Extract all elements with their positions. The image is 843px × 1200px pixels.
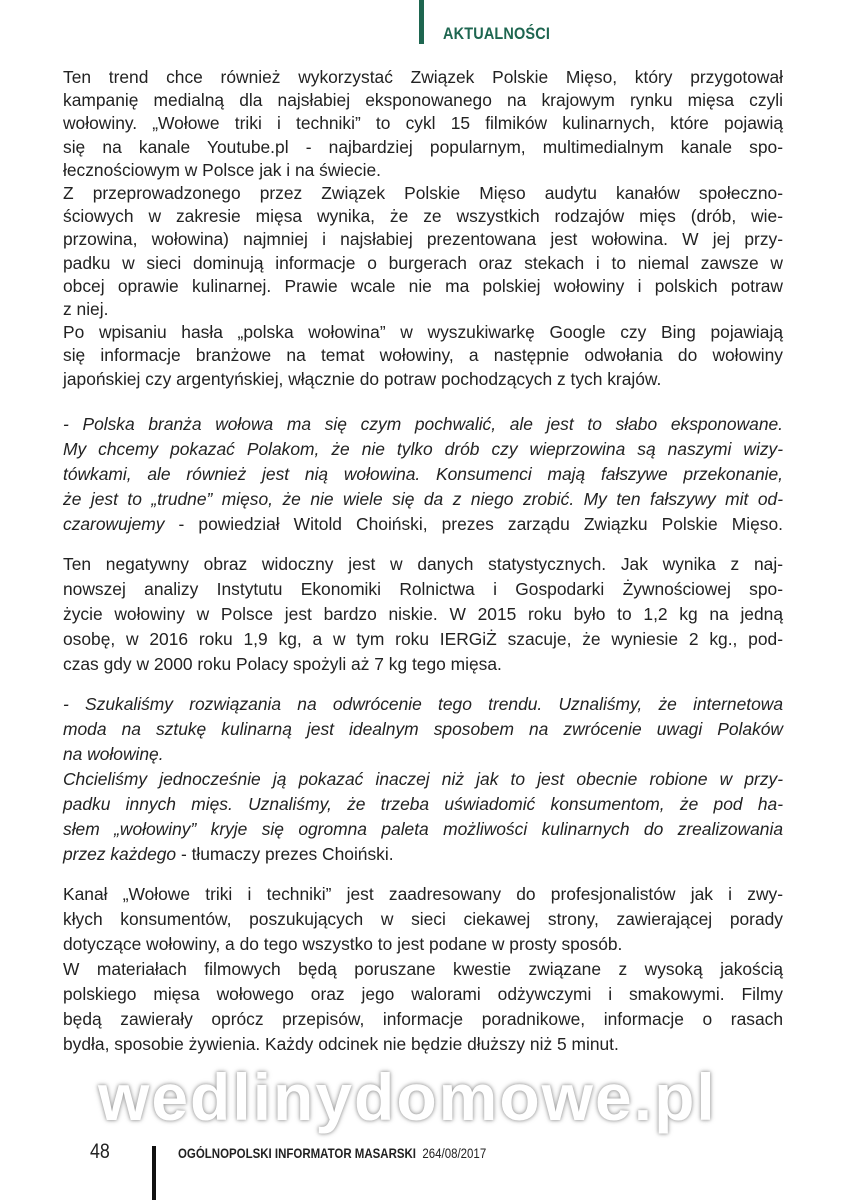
body-text: łecznościowym w Polsce jak i na świecie.	[63, 159, 381, 180]
text-line	[63, 252, 783, 275]
body-text: kłych konsumentów, poszukujących w sieci ciekawej strony, zawierającej porady	[63, 909, 783, 929]
quote-text: czarowujemy	[63, 514, 165, 534]
body-text: obcej oprawie kulinarnej. Prawie wcale nie ma polskiej wołowiny i polskich potraw	[63, 275, 783, 296]
quote-text: przez każdego	[63, 844, 177, 864]
body-text: nowszej analizy Instytutu Ekonomiki Rolnictwa i Gospodarki Żywnościowej spo-	[63, 579, 783, 599]
body-text: z niej.	[63, 299, 109, 320]
text-line	[63, 982, 783, 1007]
text-line	[63, 817, 783, 842]
body-text: wołowiny. „Wołowe triki i techniki” to cykl 15 filmików kulinarnych, które pojawią	[63, 113, 783, 134]
text-line	[63, 692, 783, 717]
quote-text: My chcemy pokazać Polakom, że nie tylko drób czy wieprzowina są naszymi wizy-	[63, 439, 783, 459]
body-text: osobę, w 2016 roku 1,9 kg, a w tym roku IERGiŻ szacuje, że wyniesie 2 kg., pod-	[63, 629, 783, 649]
text-line	[63, 89, 783, 112]
quote-text: że jest to „trudne” mięso, że nie wiele się da z niego zrobić. My ten fałszywy mit od-	[63, 489, 783, 509]
body-text: Po wpisaniu hasła „polska wołowina” w wyszukiwarkę Google czy Bing pojawiają	[63, 322, 783, 343]
paragraph-block	[63, 692, 783, 867]
text-line	[63, 627, 783, 652]
text-line	[63, 136, 783, 159]
text-line	[63, 602, 783, 627]
text-line	[63, 228, 783, 251]
body-text: dotyczące wołowiny, a do tego wszystko to jest podane w prosty sposób.	[63, 934, 623, 954]
text-line	[63, 112, 783, 135]
publication-name: OGÓLNOPOLSKI INFORMATOR MASARSKI	[178, 1146, 416, 1161]
body-text: czas gdy w 2000 roku Polacy spożyli aż 7 kg tego mięsa.	[63, 654, 502, 674]
text-line	[63, 344, 783, 367]
text-line	[63, 1032, 783, 1057]
text-line	[63, 159, 783, 182]
paragraph-block	[63, 66, 783, 391]
text-line	[63, 462, 783, 487]
text-line	[63, 412, 783, 437]
quote-text: moda na sztukę kulinarną jest idealnym sposobem na zwrócenie uwagi Polaków	[63, 719, 783, 739]
quote-text: - Polska branża wołowa ma się czym pochwalić, ale jest to słabo eksponowane.	[63, 414, 783, 434]
text-line	[63, 957, 783, 982]
body-text: kampanię medialną dla najsłabiej eksponowanego na krajowym rynku mięsa czyli	[63, 90, 783, 111]
text-line	[63, 882, 783, 907]
paragraph-block	[63, 412, 783, 537]
issue-number: 264/08/2017	[422, 1146, 487, 1161]
quote-text: Chcieliśmy jednocześnie ją pokazać inaczej niż jak to jest obecnie robione w przy-	[63, 769, 783, 789]
body-text: - powiedział Witold Choiński, prezes zarządu Związku Polskie Mięso.	[164, 514, 783, 534]
quote-text: słem „wołowiny” kryje się ogromna paleta możliwości kulinarnych do zrealizowania	[63, 819, 783, 839]
text-line	[63, 66, 783, 89]
quote-text: padku innych mięs. Uznaliśmy, że trzeba uświadomić konsumentom, że pod ha-	[63, 794, 783, 814]
body-text: Kanał „Wołowe triki i techniki” jest zaadresowany do profesjonalistów jak i zwy-	[63, 884, 783, 904]
text-line	[63, 182, 783, 205]
paragraph-block	[63, 882, 783, 1057]
text-line	[63, 792, 783, 817]
body-text: się informacje branżowe na temat wołowiny, a następnie odwołania do wołowiny	[63, 345, 783, 366]
footer-divider	[152, 1146, 156, 1200]
text-line	[63, 437, 783, 462]
text-line	[63, 842, 783, 867]
text-line	[63, 1007, 783, 1032]
text-line	[63, 298, 783, 321]
header-accent-bar	[419, 0, 424, 44]
body-text: - tłumaczy prezes Choiński.	[176, 844, 394, 864]
text-line	[63, 512, 783, 537]
text-line	[63, 321, 783, 344]
body-text: się na kanale Youtube.pl - najbardziej popularnym, multimedialnym kanale spo-	[63, 136, 783, 157]
text-line	[63, 767, 783, 792]
text-line	[63, 487, 783, 512]
text-line	[63, 932, 783, 957]
body-text: życie wołowiny w Polsce jest bardzo niskie. W 2015 roku było to 1,2 kg na jedną	[63, 604, 783, 624]
body-text: padku w sieci dominują informacje o burgerach oraz stekach i to niemal zawsze w	[63, 252, 783, 273]
text-line	[63, 275, 783, 298]
body-text: Ten negatywny obraz widoczny jest w danych statystycznych. Jak wynika z naj-	[63, 554, 783, 574]
page-number: 48	[90, 1140, 110, 1163]
body-text: przowina, wołowina) najmniej i najsłabiej prezentowana jest wołowina. W jej przy-	[63, 229, 783, 250]
body-text: Z przeprowadzonego przez Związek Polskie Mięso audytu kanałów społeczno-	[63, 183, 783, 204]
body-text: bydła, sposobie żywienia. Każdy odcinek nie będzie dłuższy niż 5 minut.	[63, 1034, 619, 1054]
footer-publication	[178, 1146, 486, 1162]
paragraph-block	[63, 552, 783, 677]
quote-text: na wołowinę.	[63, 744, 164, 764]
body-text: polskiego mięsa wołowego oraz jego walorami odżywczymi i smakowymi. Filmy	[63, 984, 783, 1004]
body-text: japońskiej czy argentyńskiej, włącznie do potraw pochodzących z tych krajów.	[63, 368, 662, 389]
section-title: AKTUALNOŚCI	[443, 24, 551, 43]
text-line	[63, 577, 783, 602]
body-text: W materiałach filmowych będą poruszane kwestie związane z wysoką jakością	[63, 959, 783, 979]
body-text: będą zawierały oprócz przepisów, informacje poradnikowe, informacje o rasach	[63, 1009, 783, 1029]
quote-text: tówkami, ale również jest nią wołowina. Konsumenci mają fałszywe przekonanie,	[63, 464, 783, 484]
text-line	[63, 717, 783, 742]
text-line	[63, 907, 783, 932]
text-line	[63, 742, 783, 767]
text-line	[63, 652, 783, 677]
text-line	[63, 552, 783, 577]
body-text: Ten trend chce również wykorzystać Związek Polskie Mięso, który przygotował	[63, 67, 783, 87]
text-line	[63, 368, 783, 391]
watermark: wedlinydomowe.pl	[98, 1060, 717, 1134]
quote-text: - Szukaliśmy rozwiązania na odwrócenie tego trendu. Uznaliśmy, że internetowa	[63, 694, 783, 714]
text-line	[63, 205, 783, 228]
body-text: ściowych w zakresie mięsa wynika, że ze wszystkich rodzajów mięs (drób, wie-	[63, 206, 783, 227]
